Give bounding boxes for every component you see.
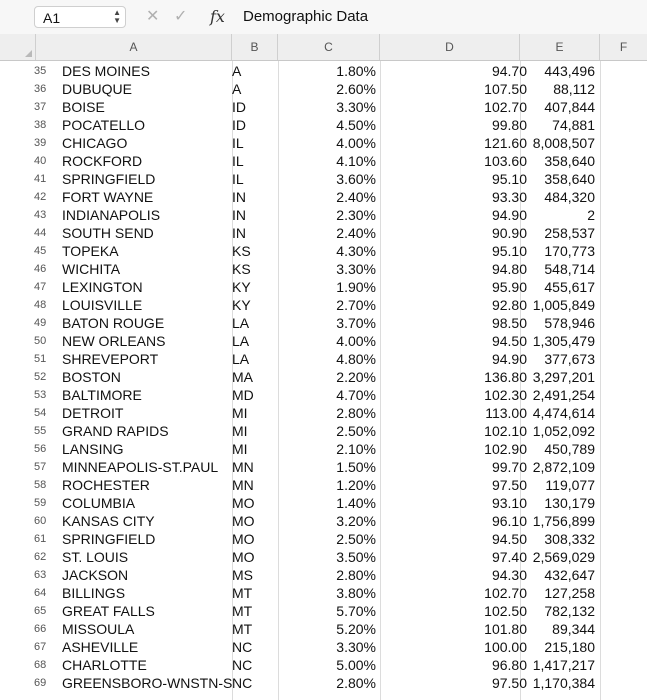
- cell-rate[interactable]: 5.00%: [336, 657, 376, 673]
- row-number: 55: [34, 425, 47, 437]
- cell-city[interactable]: COLUMBIA: [62, 495, 136, 511]
- cell-city[interactable]: LANSING: [62, 441, 124, 457]
- cell-city[interactable]: CHARLOTTE: [62, 657, 147, 673]
- cell-population[interactable]: 443,496: [544, 63, 595, 79]
- column-header-bar: [0, 34, 647, 61]
- table-row: [0, 188, 647, 206]
- row-number: 38: [34, 119, 47, 131]
- row-number: 37: [34, 101, 47, 113]
- cell-population[interactable]: 1,052,092: [532, 423, 595, 439]
- row-number: 46: [34, 263, 47, 275]
- cell-population[interactable]: 308,332: [544, 531, 595, 547]
- row-number: 66: [34, 623, 47, 635]
- table-row: [0, 656, 647, 674]
- cell-population[interactable]: 89,344: [552, 621, 595, 637]
- cell-index[interactable]: 107.50: [484, 81, 527, 97]
- cell-city[interactable]: INDIANAPOLIS: [62, 207, 161, 223]
- cell-rate[interactable]: 1.90%: [336, 279, 376, 295]
- cell-rate[interactable]: 3.30%: [336, 261, 376, 277]
- cell-rate[interactable]: 4.00%: [336, 333, 376, 349]
- table-row: [0, 242, 647, 260]
- table-row: [0, 206, 647, 224]
- cell-state[interactable]: MO: [232, 513, 255, 529]
- row-number: 69: [34, 677, 47, 689]
- cell-city[interactable]: MISSOULA: [62, 621, 135, 637]
- row-number: 56: [34, 443, 47, 455]
- cell-city[interactable]: SHREVEPORT: [62, 351, 159, 367]
- table-row: [0, 152, 647, 170]
- cell-rate[interactable]: 5.70%: [336, 603, 376, 619]
- cell-population[interactable]: 4,474,614: [532, 405, 595, 421]
- row-number: 68: [34, 659, 47, 671]
- cell-state[interactable]: ID: [232, 117, 246, 133]
- row-number: 64: [34, 587, 47, 599]
- cell-index[interactable]: 102.10: [484, 423, 527, 439]
- cell-city[interactable]: DUBUQUE: [62, 81, 133, 97]
- cell-index[interactable]: 94.70: [491, 63, 527, 79]
- table-row: [0, 458, 647, 476]
- cell-population[interactable]: 130,179: [544, 495, 595, 511]
- cell-city[interactable]: GRAND RAPIDS: [62, 423, 169, 439]
- cell-index[interactable]: 93.30: [491, 189, 527, 205]
- table-row: [0, 116, 647, 134]
- table-row: [0, 134, 647, 152]
- cell-city[interactable]: POCATELLO: [62, 117, 145, 133]
- table-row: [0, 494, 647, 512]
- cell-population[interactable]: 1,170,384: [532, 675, 595, 691]
- cell-city[interactable]: ROCKFORD: [62, 153, 143, 169]
- cell-index[interactable]: 94.80: [491, 261, 527, 277]
- cell-city[interactable]: DES MOINES: [62, 63, 150, 79]
- cell-city[interactable]: BOISE: [62, 99, 105, 115]
- cell-index[interactable]: 100.00: [484, 639, 527, 655]
- cell-city[interactable]: TOPEKA: [62, 243, 119, 259]
- row-number: 65: [34, 605, 47, 617]
- cell-state[interactable]: MD: [232, 387, 254, 403]
- table-row: [0, 278, 647, 296]
- cell-rate[interactable]: 5.20%: [336, 621, 376, 637]
- cell-rate[interactable]: 2.40%: [336, 225, 376, 241]
- cell-city[interactable]: LEXINGTON: [62, 279, 143, 295]
- cell-population[interactable]: 3,297,201: [532, 369, 595, 385]
- cell-state[interactable]: IL: [232, 171, 244, 187]
- cell-rate[interactable]: 3.70%: [336, 315, 376, 331]
- table-row: [0, 404, 647, 422]
- cell-state[interactable]: MI: [232, 441, 248, 457]
- cell-city[interactable]: FORT WAYNE: [62, 189, 154, 205]
- cell-state[interactable]: NC: [232, 657, 253, 673]
- column-header-d[interactable]: D: [380, 34, 520, 60]
- table-row: [0, 566, 647, 584]
- cell-population[interactable]: 119,077: [545, 477, 595, 493]
- cell-population[interactable]: 432,647: [544, 567, 595, 583]
- cell-state[interactable]: KS: [232, 261, 251, 277]
- table-row: [0, 314, 647, 332]
- cell-city[interactable]: DETROIT: [62, 405, 124, 421]
- cell-index[interactable]: 102.50: [484, 603, 527, 619]
- cell-state[interactable]: MT: [232, 585, 253, 601]
- cell-population[interactable]: 2,872,109: [532, 459, 595, 475]
- row-number: 42: [34, 191, 47, 203]
- cell-index[interactable]: 99.70: [491, 459, 527, 475]
- cell-state[interactable]: MO: [232, 531, 255, 547]
- table-row: [0, 98, 647, 116]
- cell-state[interactable]: LA: [232, 351, 250, 367]
- row-number: 47: [34, 281, 47, 293]
- cell-state[interactable]: NC: [232, 675, 253, 691]
- row-number: 43: [34, 209, 47, 221]
- cell-rate[interactable]: 2.30%: [336, 207, 376, 223]
- cell-state[interactable]: IN: [232, 189, 246, 205]
- cell-population[interactable]: 455,617: [544, 279, 595, 295]
- cell-population[interactable]: 1,005,849: [532, 297, 595, 313]
- cell-rate[interactable]: 2.50%: [336, 423, 376, 439]
- table-row: [0, 80, 647, 98]
- table-row: [0, 62, 647, 80]
- cell-population[interactable]: 2: [587, 207, 595, 223]
- cell-city[interactable]: ROCHESTER: [62, 477, 150, 493]
- select-all-button[interactable]: [0, 34, 36, 60]
- column-header-f[interactable]: F: [619, 40, 628, 54]
- table-row: [0, 674, 647, 692]
- row-number: 51: [34, 353, 47, 365]
- table-row: [0, 476, 647, 494]
- row-number: 61: [34, 533, 47, 545]
- cell-rate[interactable]: 2.60%: [336, 81, 376, 97]
- cell-state[interactable]: MT: [232, 621, 253, 637]
- row-number: 67: [34, 641, 47, 653]
- cell-population[interactable]: 170,773: [544, 243, 595, 259]
- row-number: 52: [34, 371, 47, 383]
- fx-icon[interactable]: fx: [210, 7, 225, 26]
- cell-rate[interactable]: 1.40%: [336, 495, 376, 511]
- cell-state[interactable]: MN: [232, 477, 254, 493]
- cell-index[interactable]: 97.50: [491, 477, 527, 493]
- cell-city[interactable]: SOUTH SEND: [62, 225, 154, 241]
- cell-index[interactable]: 102.70: [484, 585, 527, 601]
- cell-state[interactable]: IN: [232, 207, 246, 223]
- cell-population[interactable]: 88,112: [553, 81, 595, 97]
- cell-population[interactable]: 1,756,899: [532, 513, 595, 529]
- cell-city[interactable]: GREENSBORO-WNSTN-S: [62, 675, 233, 691]
- cell-city[interactable]: CHICAGO: [62, 135, 128, 151]
- column-header-a[interactable]: A: [36, 34, 232, 60]
- cell-population[interactable]: 377,673: [544, 351, 595, 367]
- cell-index[interactable]: 95.10: [491, 243, 527, 259]
- row-number: 62: [34, 551, 47, 563]
- cell-population[interactable]: 407,844: [544, 99, 595, 115]
- cell-population[interactable]: 8,008,507: [532, 135, 595, 151]
- cell-population[interactable]: 74,881: [552, 117, 595, 133]
- cell-city[interactable]: BALTIMORE: [62, 387, 142, 403]
- formula-bar: [0, 0, 647, 35]
- cell-index[interactable]: 99.80: [491, 117, 527, 133]
- cell-index[interactable]: 90.90: [491, 225, 527, 241]
- formula-input[interactable]: Demographic Data: [243, 8, 369, 25]
- cell-city[interactable]: SPRINGFIELD: [62, 171, 156, 187]
- row-number: 53: [34, 389, 47, 401]
- row-number: 58: [34, 479, 47, 491]
- cell-population[interactable]: 782,132: [544, 603, 595, 619]
- cell-population[interactable]: 2,491,254: [532, 387, 595, 403]
- cell-population[interactable]: 358,640: [544, 153, 595, 169]
- cell-state[interactable]: KY: [232, 297, 251, 313]
- cell-index[interactable]: 97.50: [491, 675, 527, 691]
- cell-state[interactable]: KS: [232, 243, 251, 259]
- cell-state[interactable]: NC: [232, 639, 253, 655]
- cell-rate[interactable]: 3.20%: [336, 513, 376, 529]
- cell-rate[interactable]: 4.50%: [336, 117, 376, 133]
- cell-city[interactable]: ST. LOUIS: [62, 549, 129, 565]
- cell-index[interactable]: 94.90: [491, 207, 527, 223]
- cell-state[interactable]: KY: [232, 279, 251, 295]
- cell-rate[interactable]: 1.20%: [336, 477, 376, 493]
- cell-state[interactable]: A: [232, 63, 242, 79]
- row-number: 48: [34, 299, 47, 311]
- cell-state[interactable]: MS: [232, 567, 253, 583]
- table-row: [0, 296, 647, 314]
- cell-rate[interactable]: 2.10%: [336, 441, 376, 457]
- cell-rate[interactable]: 3.60%: [336, 171, 376, 187]
- cell-index[interactable]: 94.50: [491, 531, 527, 547]
- table-row: [0, 422, 647, 440]
- cell-index[interactable]: 101.80: [484, 621, 527, 637]
- cell-index[interactable]: 102.30: [484, 387, 527, 403]
- cell-rate[interactable]: 2.40%: [336, 189, 376, 205]
- cell-index[interactable]: 98.50: [491, 315, 527, 331]
- table-row: [0, 224, 647, 242]
- row-number: 54: [34, 407, 47, 419]
- cell-population[interactable]: 484,320: [544, 189, 595, 205]
- cell-population[interactable]: 258,537: [544, 225, 595, 241]
- cell-index[interactable]: 97.40: [491, 549, 527, 565]
- cell-rate[interactable]: 1.50%: [336, 459, 376, 475]
- table-row: [0, 530, 647, 548]
- cell-city[interactable]: SPRINGFIELD: [62, 531, 156, 547]
- cell-city[interactable]: ASHEVILLE: [62, 639, 139, 655]
- table-row: [0, 602, 647, 620]
- cell-rate[interactable]: 2.20%: [336, 369, 376, 385]
- column-header-c[interactable]: C: [278, 34, 380, 60]
- cell-rate[interactable]: 3.80%: [336, 585, 376, 601]
- cell-index[interactable]: 102.90: [484, 441, 527, 457]
- name-box-stepper-icon[interactable]: ▲ ▼: [113, 8, 121, 25]
- cell-index[interactable]: 113.00: [485, 405, 527, 421]
- cell-population[interactable]: 2,569,029: [532, 549, 595, 565]
- cell-rate[interactable]: 3.30%: [336, 99, 376, 115]
- cell-rate[interactable]: 4.70%: [336, 387, 376, 403]
- row-number: 35: [34, 65, 47, 77]
- cell-index[interactable]: 102.70: [484, 99, 527, 115]
- table-row: [0, 638, 647, 656]
- cell-state[interactable]: IL: [232, 135, 244, 151]
- cell-rate[interactable]: 1.80%: [336, 63, 376, 79]
- cell-population[interactable]: 358,640: [544, 171, 595, 187]
- cell-city[interactable]: LOUISVILLE: [62, 297, 143, 313]
- cell-reference: A1: [43, 10, 61, 26]
- cell-state[interactable]: MN: [232, 459, 254, 475]
- cell-index[interactable]: 96.10: [491, 513, 527, 529]
- cell-rate[interactable]: 4.00%: [336, 135, 376, 151]
- row-number: 59: [34, 497, 47, 509]
- cell-rate[interactable]: 4.80%: [336, 351, 376, 367]
- cell-population[interactable]: 450,789: [544, 441, 595, 457]
- cell-city[interactable]: MINNEAPOLIS-ST.PAUL: [62, 459, 219, 475]
- name-box[interactable]: [34, 6, 126, 28]
- cell-index[interactable]: 94.90: [491, 351, 527, 367]
- cell-index[interactable]: 95.10: [491, 171, 527, 187]
- cell-index[interactable]: 93.10: [491, 495, 527, 511]
- cell-city[interactable]: KANSAS CITY: [62, 513, 155, 529]
- table-row: [0, 512, 647, 530]
- cancel-icon[interactable]: ✕: [146, 8, 160, 25]
- table-row: [0, 170, 647, 188]
- cell-index[interactable]: 92.80: [491, 297, 527, 313]
- cell-state[interactable]: A: [232, 81, 242, 97]
- cell-state[interactable]: LA: [232, 333, 250, 349]
- cell-state[interactable]: ID: [232, 99, 246, 115]
- cell-rate[interactable]: 2.80%: [336, 675, 376, 691]
- cell-index[interactable]: 121.60: [484, 135, 527, 151]
- row-number: 45: [34, 245, 47, 257]
- cell-city[interactable]: GREAT FALLS: [62, 603, 155, 619]
- cell-state[interactable]: LA: [232, 315, 250, 331]
- row-number: 49: [34, 317, 47, 329]
- row-number: 41: [34, 173, 47, 185]
- row-number: 36: [34, 83, 47, 95]
- cell-population[interactable]: 578,946: [544, 315, 595, 331]
- cell-index[interactable]: 96.80: [491, 657, 527, 673]
- column-header-b[interactable]: B: [232, 34, 278, 60]
- row-number: 60: [34, 515, 47, 527]
- cell-state[interactable]: MA: [232, 369, 253, 385]
- cell-rate[interactable]: 2.50%: [336, 531, 376, 547]
- cell-city[interactable]: BATON ROUGE: [62, 315, 165, 331]
- table-row: [0, 584, 647, 602]
- cell-state[interactable]: MT: [232, 603, 253, 619]
- table-row: [0, 620, 647, 638]
- table-row: [0, 350, 647, 368]
- cell-index[interactable]: 94.50: [491, 333, 527, 349]
- cell-state[interactable]: IN: [232, 225, 246, 241]
- table-row: [0, 260, 647, 278]
- row-number: 63: [34, 569, 47, 581]
- spreadsheet-grid: [0, 61, 647, 700]
- column-header-e[interactable]: E: [520, 34, 600, 60]
- table-row: [0, 386, 647, 404]
- cell-index[interactable]: 94.30: [491, 567, 527, 583]
- confirm-icon[interactable]: ✓: [174, 8, 188, 25]
- cell-city[interactable]: BILLINGS: [62, 585, 126, 601]
- cell-state[interactable]: IL: [232, 153, 244, 169]
- row-number: 39: [34, 137, 47, 149]
- cell-rate[interactable]: 2.80%: [336, 567, 376, 583]
- row-number: 57: [34, 461, 47, 473]
- cell-rate[interactable]: 4.10%: [336, 153, 376, 169]
- cell-population[interactable]: 548,714: [544, 261, 595, 277]
- table-row: [0, 368, 647, 386]
- cell-city[interactable]: BOSTON: [62, 369, 121, 385]
- row-number: 50: [34, 335, 47, 347]
- cell-city[interactable]: JACKSON: [62, 567, 129, 583]
- cell-population[interactable]: 215,180: [544, 639, 595, 655]
- cell-index[interactable]: 136.80: [484, 369, 527, 385]
- cell-rate[interactable]: 3.30%: [336, 639, 376, 655]
- cell-state[interactable]: MI: [232, 423, 248, 439]
- table-row: [0, 440, 647, 458]
- cell-state[interactable]: MI: [232, 405, 248, 421]
- cell-rate[interactable]: 2.80%: [336, 405, 376, 421]
- cell-rate[interactable]: 2.70%: [336, 297, 376, 313]
- cell-population[interactable]: 1,417,217: [532, 657, 595, 673]
- cell-rate[interactable]: 3.50%: [336, 549, 376, 565]
- row-number: 40: [34, 155, 47, 167]
- cell-state[interactable]: MO: [232, 495, 255, 511]
- cell-population[interactable]: 127,258: [544, 585, 595, 601]
- cell-city[interactable]: WICHITA: [62, 261, 121, 277]
- cell-index[interactable]: 103.60: [484, 153, 527, 169]
- cell-rate[interactable]: 4.30%: [336, 243, 376, 259]
- table-row: [0, 332, 647, 350]
- cell-state[interactable]: MO: [232, 549, 255, 565]
- table-row: [0, 548, 647, 566]
- cell-city[interactable]: NEW ORLEANS: [62, 333, 166, 349]
- row-number: 44: [34, 227, 47, 239]
- cell-index[interactable]: 95.90: [491, 279, 527, 295]
- cell-population[interactable]: 1,305,479: [532, 333, 595, 349]
